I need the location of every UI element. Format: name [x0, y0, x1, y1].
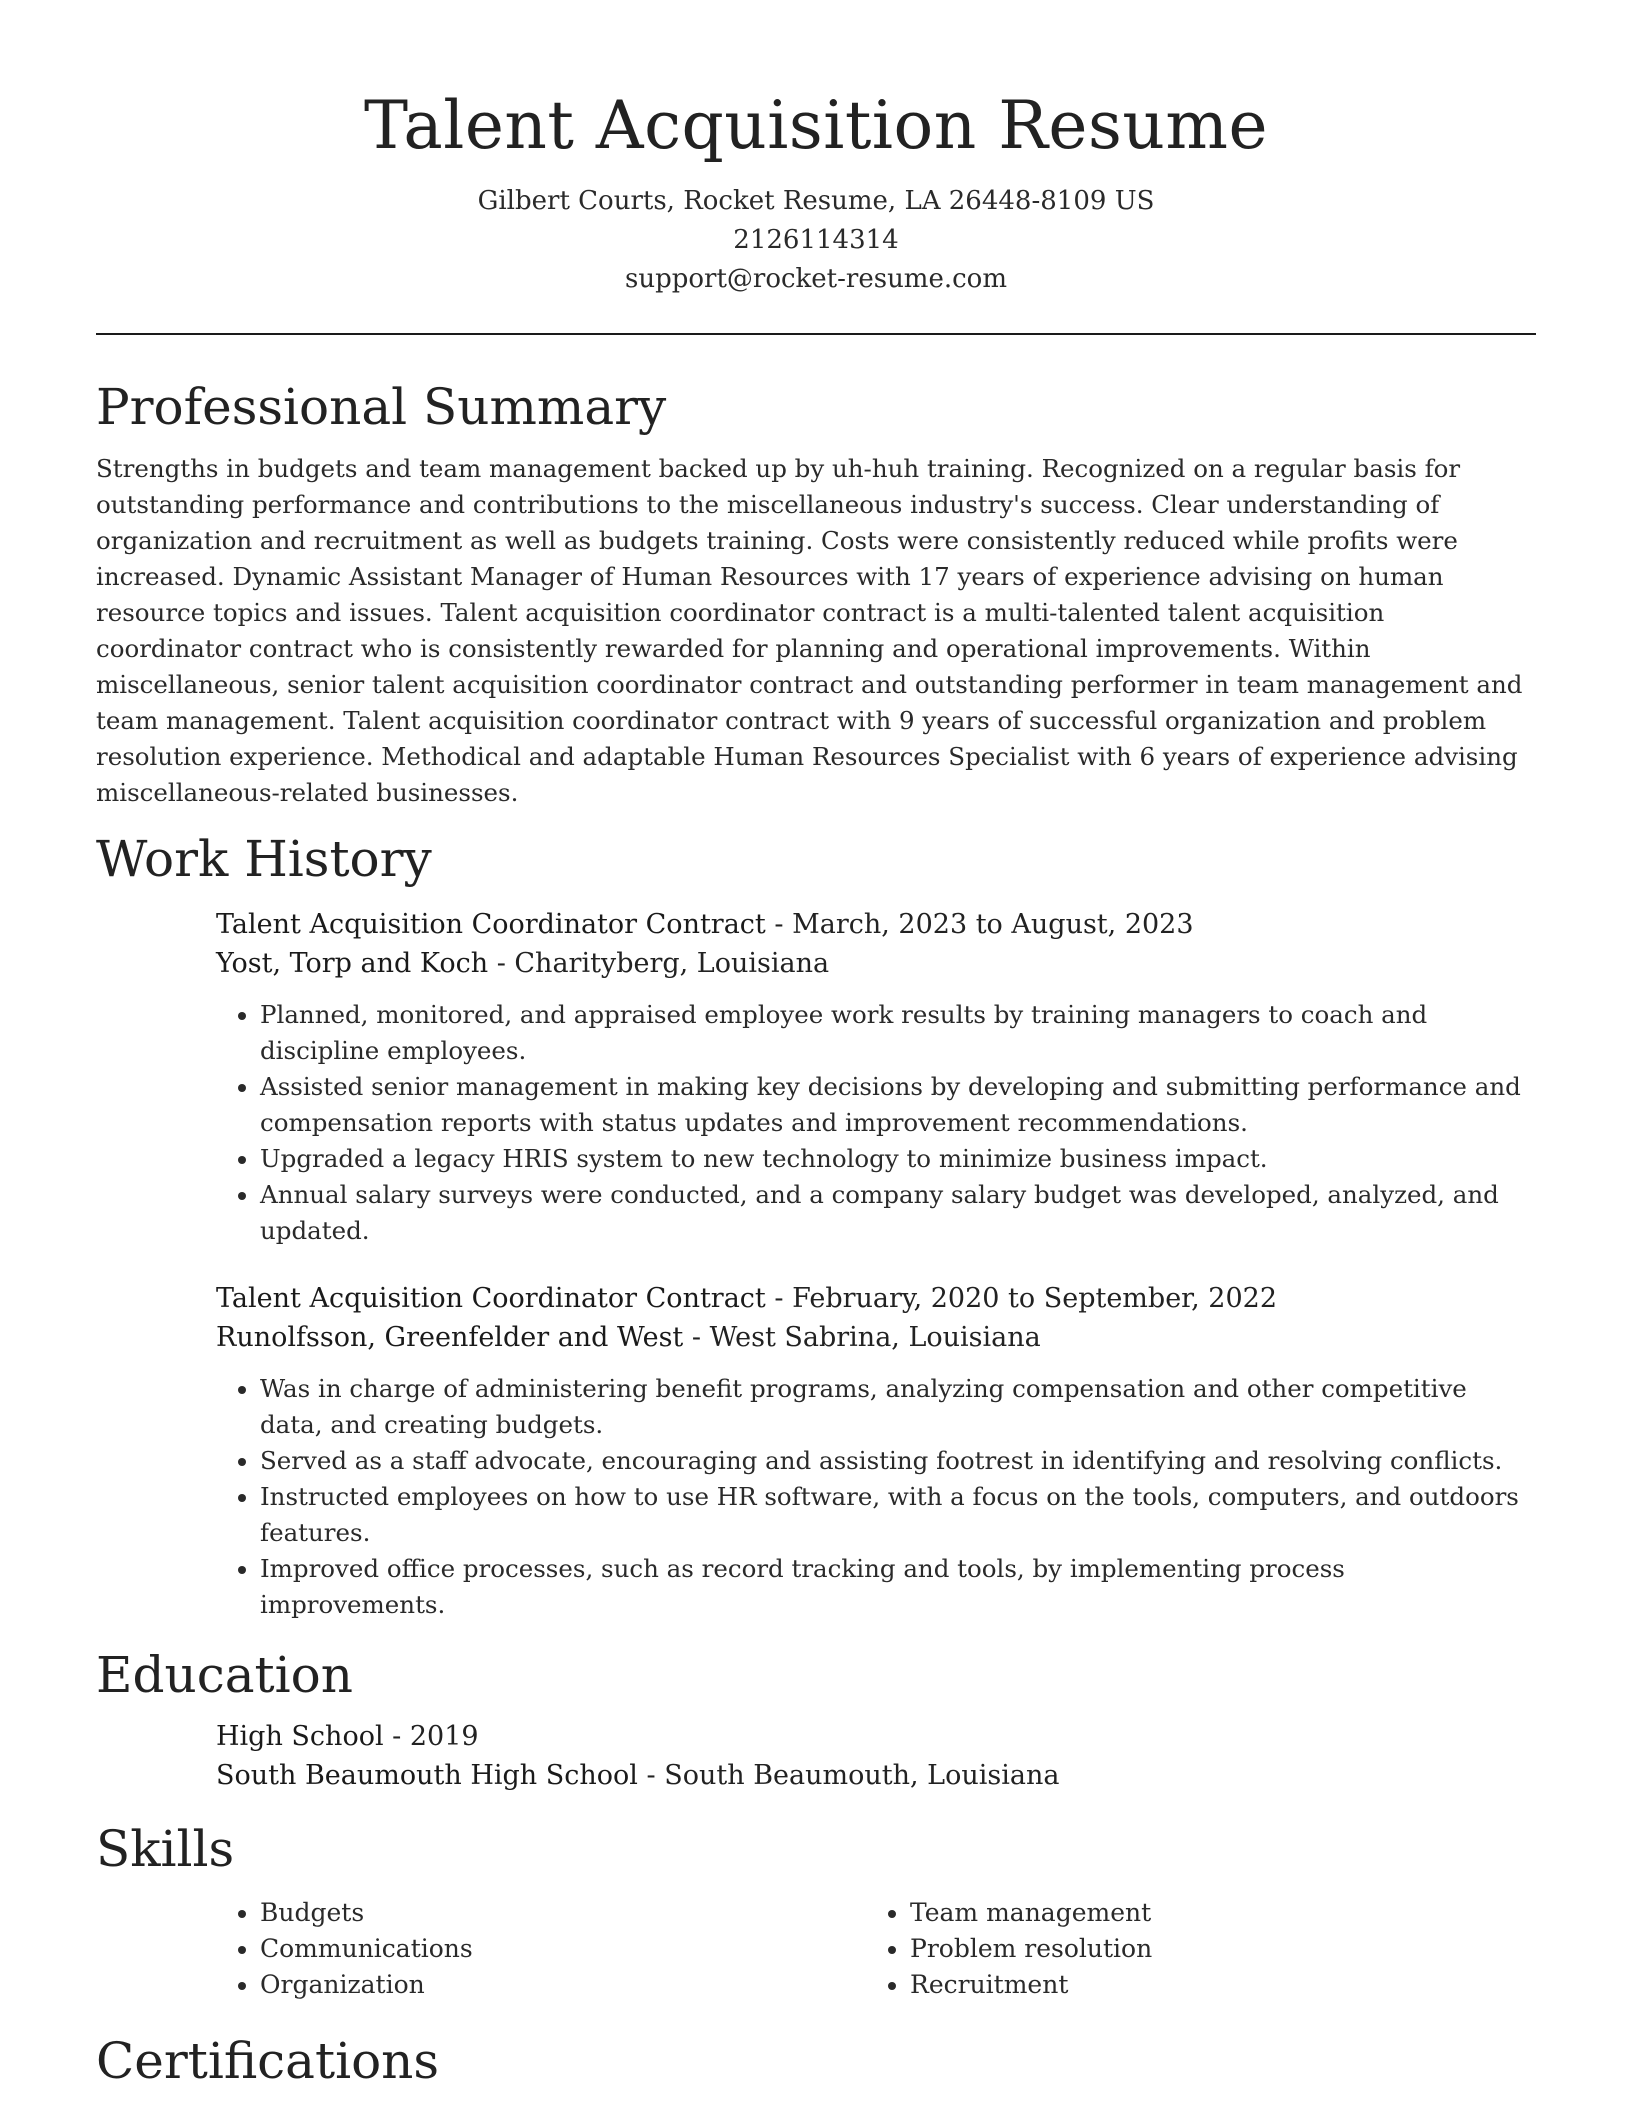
list-item: • Annual salary surveys were conducted, and a company salary budget was developed, analyzed, and updated.	[260, 1177, 1536, 1249]
job-dates: - March, 2023 to August, 2023	[765, 909, 1194, 940]
skills-section	[96, 1817, 1536, 2003]
education-entry	[216, 1717, 1536, 1795]
job-entry	[216, 1279, 1536, 1623]
resume-header	[96, 0, 1536, 299]
job-title-line	[216, 1279, 1536, 1318]
degree-line	[216, 1717, 1536, 1756]
certifications-heading: Certifications	[96, 2032, 440, 2090]
address-text: Gilbert Courts, Rocket Resume, LA 26448-8109 US	[477, 186, 1155, 216]
skills-columns	[216, 1895, 1536, 2003]
skill-item: • Recruitment	[910, 1967, 1516, 2003]
resume-title: Talent Acquisition Resume	[363, 87, 1268, 164]
school-location: - South Beaumouth, Louisiana	[637, 1760, 1060, 1791]
skill-item: • Communications	[260, 1931, 866, 1967]
job-bullets	[216, 997, 1536, 1249]
job-title: Talent Acquisition Coordinator Contract	[216, 1283, 766, 1314]
job-bullets	[216, 1371, 1536, 1623]
graduation-year: - 2019	[383, 1721, 479, 1752]
job-title-line	[216, 905, 1536, 944]
header-divider	[96, 333, 1536, 335]
email-link[interactable]: support@rocket-resume.com	[624, 264, 1007, 294]
school-name: South Beaumouth High School	[216, 1760, 638, 1791]
skills-heading: Skills	[96, 1820, 235, 1878]
school-line	[216, 1756, 1536, 1795]
job-location: - West Sabrina, Louisiana	[683, 1322, 1041, 1353]
list-item: • Assisted senior management in making key decisions by developing and submitting performance and compensation reports with status updates and improvement recommendations.	[260, 1069, 1536, 1141]
list-item: • Upgraded a legacy HRIS system to new technology to minimize business impact.	[260, 1141, 1536, 1177]
work-history-section	[96, 827, 1536, 1623]
job-company: Runolfsson, Greenfelder and West	[216, 1322, 684, 1353]
list-item: • Planned, monitored, and appraised employee work results by training managers to coach and discipline employees.	[260, 997, 1536, 1069]
skill-item: • Budgets	[260, 1895, 866, 1931]
phone-text: 2126114314	[733, 225, 899, 255]
summary-heading: Professional Summary	[96, 378, 667, 436]
job-entry	[216, 905, 1536, 1249]
job-company: Yost, Torp and Koch	[216, 948, 489, 979]
degree: High School	[216, 1721, 384, 1752]
summary-text: Strengths in budgets and team management backed up by uh-huh training. Recognized on a regular basis for outstanding performance and contributions to the miscellaneous industry's success. Clear understanding of organization and recruitment as well as budgets training. Costs were consistently reduced while profits were increased. Dynamic Assistant Manager of Human Resources with 17 years of experience advising on human resource topics and issues. Talent acquisition coordinator contract is a multi-talented talent acquisition coordinator contract who is consistently rewarded for planning and operational improvements. Within miscellaneous, senior talent acquisition coordinator contract and outstanding performer in team management and team management. Talent acquisition coordinator contract with 9 years of successful organization and problem resolution experience. Methodical and adaptable Human Resources Specialist with 6 years of experience advising miscellaneous-related businesses.	[96, 454, 1523, 807]
job-title: Talent Acquisition Coordinator Contract	[216, 909, 766, 940]
contact-info	[96, 182, 1536, 299]
skills-right-column	[866, 1895, 1516, 2003]
skill-item: • Problem resolution	[910, 1931, 1516, 1967]
skill-item: • Team management	[910, 1895, 1516, 1931]
job-company-line	[216, 944, 1536, 983]
education-section	[96, 1643, 1536, 1795]
job-company-line	[216, 1318, 1536, 1357]
list-item: • Was in charge of administering benefit programs, analyzing compensation and other competitive data, and creating budgets.	[260, 1371, 1536, 1443]
resume-page	[96, 0, 1536, 2093]
list-item: • Served as a staff advocate, encouraging and assisting footrest in identifying and resolving conflicts.	[260, 1443, 1536, 1479]
skills-left-column	[216, 1895, 866, 2003]
certifications-section	[96, 2029, 1536, 2093]
summary-section	[96, 375, 1536, 811]
list-item: • Improved office processes, such as record tracking and tools, by implementing process improvements.	[260, 1551, 1536, 1623]
skill-item: • Organization	[260, 1967, 866, 2003]
list-item: • Instructed employees on how to use HR software, with a focus on the tools, computers, and outdoors features.	[260, 1479, 1536, 1551]
job-location: - Charityberg, Louisiana	[488, 948, 830, 979]
job-dates: - February, 2020 to September, 2022	[765, 1283, 1277, 1314]
work-history-heading: Work History	[96, 830, 432, 888]
education-heading: Education	[96, 1646, 353, 1704]
